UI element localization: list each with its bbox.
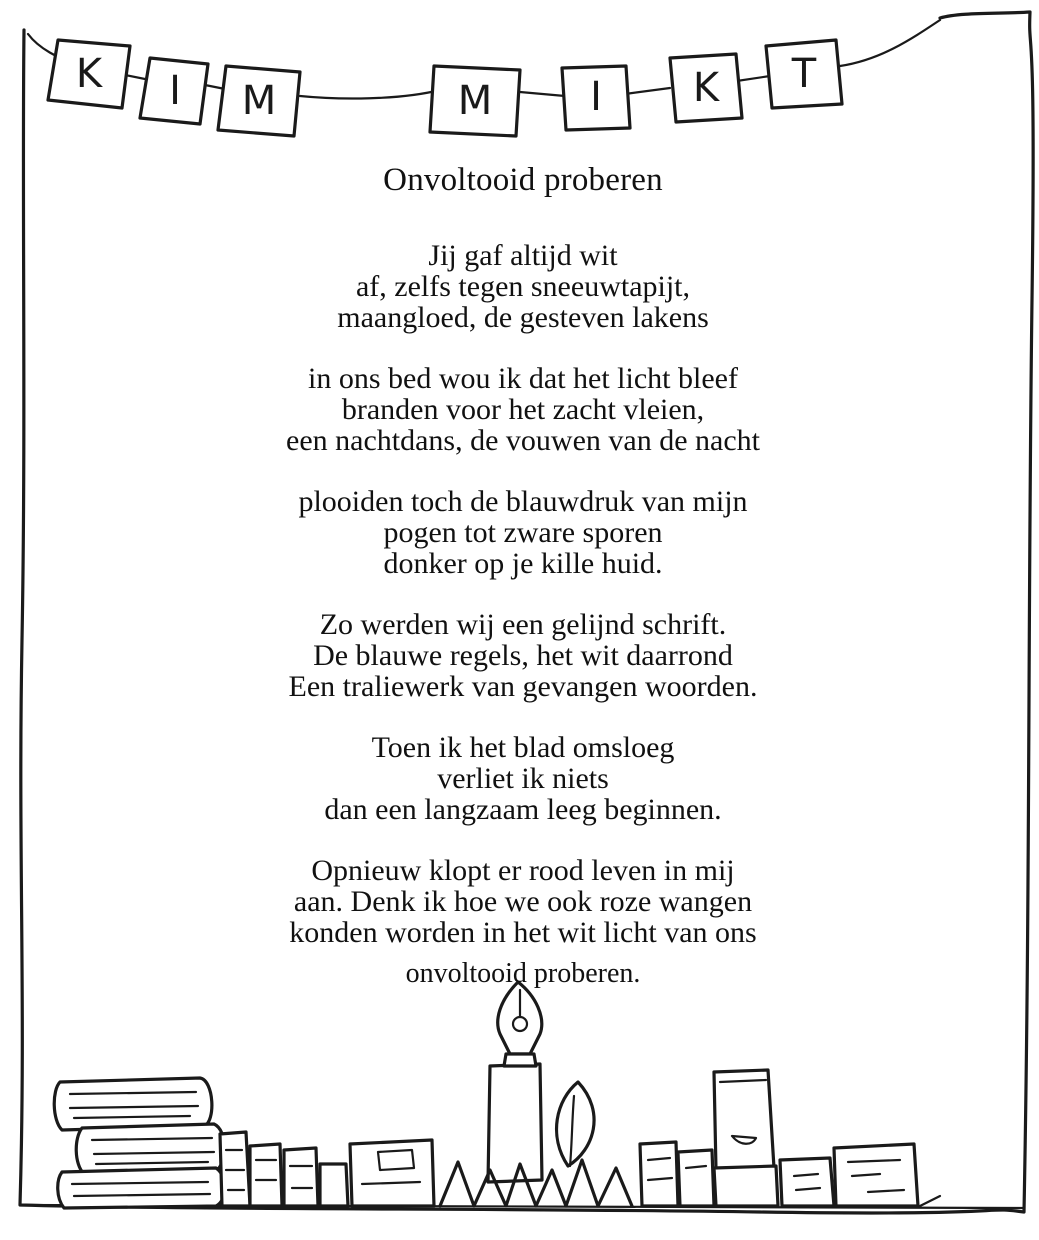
poem-line: maangloed, de gesteven lakens [337, 301, 709, 334]
poem-last-line: onvoltooid proberen. [405, 958, 641, 989]
poem-stanza [200, 240, 846, 333]
poem-line: Opnieuw klopt er rood leven in mij [311, 854, 735, 887]
banner-letter: K [692, 65, 720, 111]
banner-flag-i1 [140, 58, 208, 124]
poem-stanza [200, 486, 846, 579]
poem-line: aan. Denk ik hoe we ook roze wangen [293, 885, 753, 918]
pen-nib-candle-icon [488, 982, 542, 1182]
poem-title: Onvoltooid proberen [383, 162, 663, 198]
poem-line: in ons bed wou ik dat het licht bleef [308, 362, 738, 395]
bottom-illustration [22, 982, 1024, 1208]
poem-stanza [200, 363, 846, 456]
poem-line: plooiden toch de blauwdruk van mijn [298, 485, 748, 518]
banner-flag-k2 [670, 54, 742, 122]
banner-letter: M [457, 78, 493, 124]
poem-line: een nachtdans, de vouwen van de nacht [286, 424, 760, 457]
poem-line: Een traliewerk van gevangen woorden. [288, 670, 758, 703]
books-row-icon [220, 1132, 434, 1206]
banner [48, 40, 842, 136]
banner-flag-k1 [48, 40, 130, 108]
banner-flag-m1 [218, 66, 300, 136]
leaf-icon [557, 1082, 595, 1166]
poem-line: branden voor het zacht vleien, [341, 393, 705, 426]
banner-letter: T [791, 51, 817, 97]
banner-flag-m2 [430, 66, 520, 136]
poem-line: Jij gaf altijd wit [428, 239, 618, 272]
poem-line: konden worden in het wit licht van ons [289, 916, 757, 949]
poem-line: verliet ik niets [437, 762, 609, 795]
banner-letter: I [590, 74, 602, 120]
banner-flag-t [766, 40, 842, 108]
poem [200, 160, 846, 994]
poem-line: Zo werden wij een gelijnd schrift. [319, 608, 727, 641]
banner-letter: I [169, 68, 181, 114]
banner-flag-i2 [562, 66, 630, 130]
book-stack-icon [54, 1078, 225, 1208]
poem-stanza [200, 732, 846, 825]
banner-letter: M [241, 78, 277, 124]
poem-line: dan een langzaam leeg beginnen. [324, 793, 722, 826]
poem-line: pogen tot zware sporen [383, 516, 663, 549]
poem-line: donker op je kille huid. [383, 547, 663, 580]
poem-stanza [200, 855, 846, 948]
poem-stanza [200, 609, 846, 702]
poem-line: Toen ik het blad omsloeg [371, 731, 675, 764]
banner-letter: K [75, 51, 103, 97]
poem-line: De blauwe regels, het wit daarrond [313, 639, 733, 672]
poem-line: af, zelfs tegen sneeuwtapijt, [355, 270, 691, 303]
